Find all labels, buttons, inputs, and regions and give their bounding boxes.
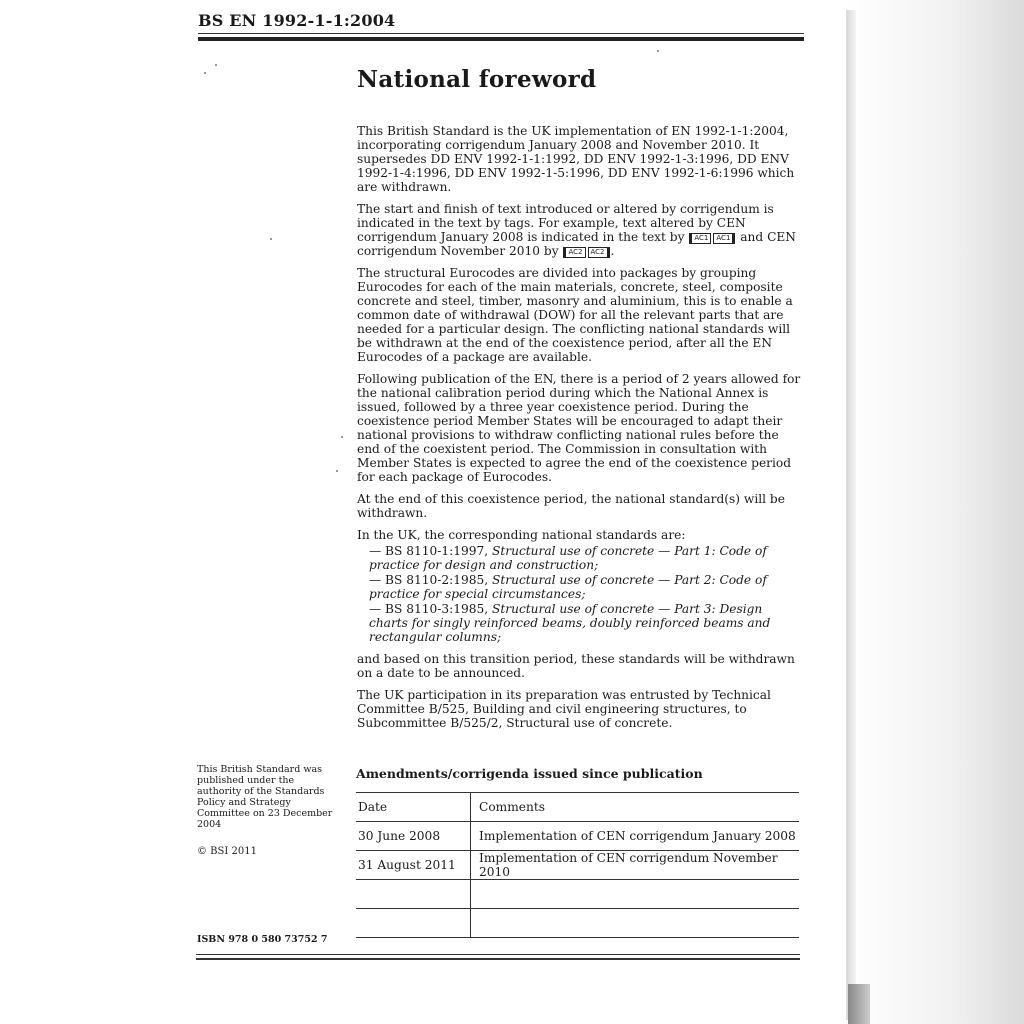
- standards-list: [369, 544, 805, 644]
- scan-speck: [215, 64, 217, 66]
- list-item: [369, 573, 805, 601]
- scan-speck: [204, 72, 206, 74]
- document-code: BS EN 1992-1-1:2004: [198, 11, 396, 30]
- paragraph-withdrawal: At the end of this coexistence period, the national standard(s) will be withdrawn.: [357, 492, 785, 520]
- scan-speck: [336, 470, 338, 472]
- isbn: ISBN 978 0 580 73752 7: [197, 934, 328, 945]
- body-text: [357, 124, 805, 738]
- amendments-heading: Amendments/corrigenda issued since publication: [356, 766, 703, 781]
- amendment-date: [356, 880, 471, 909]
- book-spine: [846, 10, 856, 1020]
- standard-title: Structural use of concrete — Part 2: Code of practice for special circumstances;: [369, 573, 767, 601]
- paragraph-packages: The structural Eurocodes are divided into packages by grouping Eurocodes for each of the main materials, concrete, steel, composite concrete and steel, timber, masonry and aluminium, this is to enable a common date of withdrawal (DOW) for all the relevant parts that are needed for a particular design. The conflicting national standards will be withdrawn at the end of the coexistence period, after all the EN Eurocodes of a package are available.: [357, 266, 793, 364]
- amendments-table: [356, 792, 799, 938]
- tags-text-c: .: [610, 244, 615, 258]
- table-header-row: [356, 793, 799, 822]
- table-row: [356, 909, 799, 938]
- header-rule-thick: [198, 37, 804, 41]
- column-header-comments: Comments: [471, 793, 800, 822]
- ac1-open-tag: AC1: [689, 233, 711, 244]
- ac1-close-tag: AC1: [713, 233, 735, 244]
- paragraph-participation: The UK participation in its preparation was entrusted by Technical Committee B/525, Building and civil engineering structures, to Subcommittee B/525/2, Structural use of concrete.: [357, 688, 771, 730]
- ac2-close-tag: AC2: [588, 247, 610, 258]
- amendment-comment: [471, 880, 800, 909]
- paragraph-tags: [357, 202, 805, 258]
- paragraph-transition: and based on this transition period, these standards will be withdrawn on a date to be announced.: [357, 652, 795, 680]
- paragraph-publication: Following publication of the EN, there is a period of 2 years allowed for the national calibration period during which the National Annex is issued, followed by a three year coexistence period. During the coexistence period Member States will be encouraged to adapt their national provisions to withdraw conflicting national rules before the end of the coexistent period. The Commission in consultation with Member States is expected to agree the end of the coexistence period for each package of Eurocodes.: [357, 372, 801, 484]
- table-row: [356, 880, 799, 909]
- page-edge-shadow: [844, 0, 1024, 1024]
- book-spine-shadow: [848, 984, 870, 1024]
- amendment-comment: [471, 909, 800, 938]
- copyright-notice: © BSI 2011: [197, 846, 257, 857]
- tags-text-b: and CEN corrigendum November 2010 by: [357, 230, 796, 258]
- footer-rule: [196, 954, 800, 955]
- list-item: [369, 602, 805, 644]
- list-item: [369, 544, 805, 572]
- scan-speck: [657, 50, 659, 52]
- amendment-date: [356, 909, 471, 938]
- column-header-date: Date: [356, 793, 471, 822]
- scan-speck: [341, 436, 343, 438]
- tags-text-a: The start and finish of text introduced or altered by corrigendum is indicated in the text by tags. For example, text altered by CEN corrigendum January 2008 is indicated in the text by: [357, 202, 774, 244]
- standard-code: — BS 8110-1:1997,: [369, 544, 489, 558]
- table-row: [356, 851, 799, 880]
- standard-code: — BS 8110-3:1985,: [369, 602, 489, 616]
- amendment-comment: Implementation of CEN corrigendum January 2008: [471, 822, 800, 851]
- scan-speck: [270, 238, 272, 240]
- paragraph-implementation: This British Standard is the UK implementation of EN 1992-1-1:2004, incorporating corrigendum January 2008 and November 2010. It supersedes DD ENV 1992-1-1:1992, DD ENV 1992-1-3:1996, DD ENV 1992-1-4:1996, DD ENV 1992-1-5:1996, DD ENV 1992-1-6:1996 which are withdrawn.: [357, 124, 795, 194]
- page-title: National foreword: [357, 66, 597, 93]
- ac2-open-tag: AC2: [563, 247, 585, 258]
- publication-note: This British Standard was published under the authority of the Standards Policy and Strategy Committee on 23 December 2004: [197, 764, 333, 830]
- amendment-comment: Implementation of CEN corrigendum November 2010: [471, 851, 800, 880]
- footer-rule-thick: [196, 958, 800, 960]
- amendment-date: 31 August 2011: [356, 851, 471, 880]
- header-rule: [198, 33, 804, 34]
- amendment-date: 30 June 2008: [356, 822, 471, 851]
- standard-title: Structural use of concrete — Part 3: Design charts for singly reinforced beams, doubly reinforced beams and rectangular columns;: [369, 602, 771, 644]
- table-row: [356, 822, 799, 851]
- standard-title: Structural use of concrete — Part 1: Code of practice for design and construction;: [369, 544, 767, 572]
- standard-code: — BS 8110-2:1985,: [369, 573, 489, 587]
- paragraph-uk-standards: In the UK, the corresponding national standards are:: [357, 528, 686, 542]
